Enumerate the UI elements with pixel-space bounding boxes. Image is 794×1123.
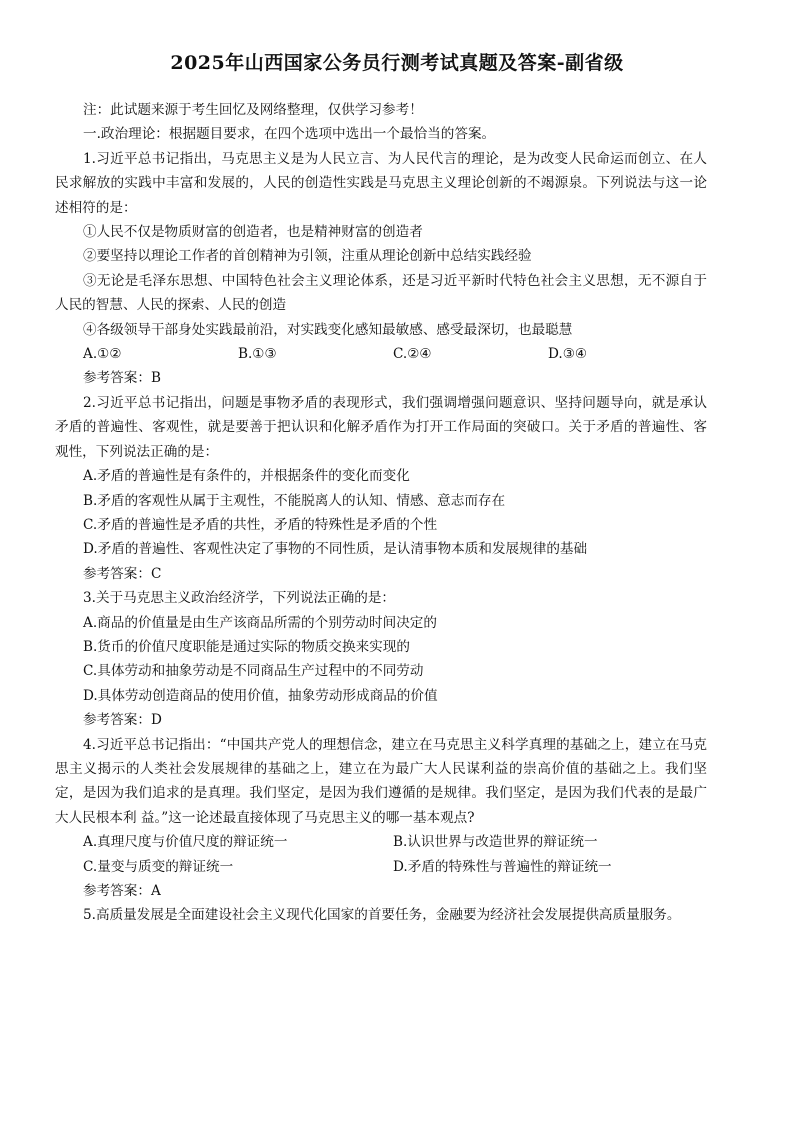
- option-b: B.货币的价值尺度职能是通过实际的物质交换来实现的: [83, 638, 410, 655]
- options-row: [55, 342, 707, 366]
- option-d: D.矛盾的特殊性与普遍性的辩证统一: [393, 858, 612, 875]
- reference-answer: 参考答案：D: [83, 712, 162, 729]
- option-a: A.①②: [83, 346, 122, 363]
- question-stem: 2.习近平总书记指出，问题是事物矛盾的表现形式，我们强调增强问题意识、坚持问题导向，就是承认矛盾的普遍性、客观性，就是要善于把认识和化解矛盾作为打开工作局面的突破口。关于矛盾的普遍性、客观性，下列说法正确的是：: [55, 394, 707, 460]
- option-c: C.具体劳动和抽象劳动是不同商品生产过程中的不同劳动: [83, 663, 424, 680]
- question-stem: 5.高质量发展是全面建设社会主义现代化国家的首要任务，金融要为经济社会发展提供高质量服务。: [83, 907, 681, 924]
- option-c: C.量变与质变的辩证统一: [83, 858, 234, 875]
- reference-answer: 参考答案：B: [83, 370, 161, 387]
- disclaimer-note: 注：此试题来源于考生回忆及网络整理，仅供学习参考！: [83, 102, 423, 118]
- question-4: [55, 733, 707, 904]
- option-d: D.矛盾的普遍性、客观性决定了事物的不同性质，是认清事物本质和发展规律的基础: [83, 541, 588, 558]
- option-c: C.矛盾的普遍性是矛盾的共性，矛盾的特殊性是矛盾的个性: [83, 516, 438, 533]
- section-heading: 一.政治理论：根据题目要求，在四个选项中选出一个最恰当的答案。: [83, 126, 496, 143]
- statement-3: ③无论是毛泽东思想、中国特色社会主义理论体系，还是习近平新时代特色社会主义思想，无不源自于人民的智慧、人民的探索、人民的创造: [55, 272, 707, 314]
- question-stem: 3.关于马克思主义政治经济学，下列说法正确的是：: [83, 590, 396, 607]
- options-row: [55, 830, 707, 854]
- option-b: B.①③: [238, 346, 277, 363]
- question-stem: 1.习近平总书记指出，马克思主义是为人民立言、为人民代言的理论，是为改变人民命运而创立、在人民求解放的实践中丰富和发展的，人民的创造性实践是马克思主义理论创新的不竭源泉。下列说法与这一论述相符的是：: [55, 150, 707, 216]
- question-1: [55, 147, 707, 391]
- option-d: D.③④: [548, 346, 588, 363]
- statement-1: ①人民不仅是物质财富的创造者，也是精神财富的创造者: [83, 224, 423, 241]
- option-a: A.真理尺度与价值尺度的辩证统一: [83, 834, 288, 851]
- option-b: B.矛盾的客观性从属于主观性，不能脱离人的认知、情感、意志而存在: [83, 492, 506, 509]
- option-a: A.矛盾的普遍性是有条件的，并根据条件的变化而变化: [83, 468, 410, 485]
- question-5: [55, 903, 707, 927]
- option-b: B.认识世界与改造世界的辩证统一: [393, 834, 598, 851]
- options-row: [55, 855, 707, 879]
- question-3: [55, 586, 707, 732]
- reference-answer: 参考答案：A: [83, 883, 161, 899]
- question-2: [55, 391, 707, 586]
- reference-answer: 参考答案：C: [83, 565, 162, 582]
- document-body: [55, 98, 707, 928]
- option-a: A.商品的价值量是由生产该商品所需的个别劳动时间决定的: [83, 614, 437, 631]
- question-stem: 4.习近平总书记指出：“中国共产党人的理想信念，建立在马克思主义科学真理的基础之上，建立在马克思主义揭示的人类社会发展规律的基础之上，建立在为最广大人民谋利益的崇高价值的基础之上。我们坚定，是因为我们追求的是真理。我们坚定，是因为我们遵循的是规律。我们坚定，是因为我们代表的是最广大人民根本利 益。”这一论述最直接体现了马克思主义的哪一基本观点?: [55, 736, 707, 826]
- statement-2: ②要坚持以理论工作者的首创精神为引领，注重从理论创新中总结实践经验: [83, 248, 532, 265]
- statement-4: ④各级领导干部身处实践最前沿，对实践变化感知最敏感、感受最深切，也最聪慧: [83, 321, 573, 338]
- option-c: C.②④: [393, 346, 432, 363]
- option-d: D.具体劳动创造商品的使用价值，抽象劳动形成商品的价值: [83, 687, 438, 704]
- document-title: 2025年山西国家公务员行测考试真题及答案-副省级: [170, 52, 624, 74]
